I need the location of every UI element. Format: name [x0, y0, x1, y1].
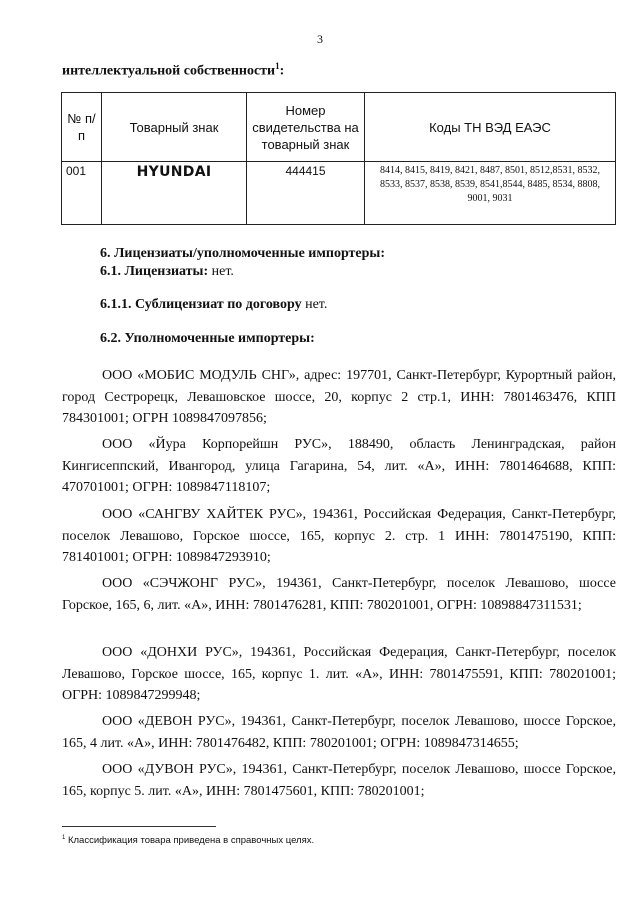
importer-paragraph: ООО «ДЕВОН РУС», 194361, Санкт-Петербург, поселок Левашово, шоссе Горское, 165, 4 лит. «А», ИНН: 7801476482, КПП: 780201001; ОГРН: 1089847314655; [62, 714, 616, 751]
section-heading-ip: интеллектуальной собственности$^1$: [62, 61, 285, 79]
header-trademark: Товарный знак [102, 93, 247, 162]
hyundai-logo: HYUNDAI [136, 164, 212, 180]
importer-paragraph: ООО «МОБИС МОДУЛЬ СНГ», адрес: 197701, Санкт-Петербург, Курортный район, город Сестрорецк, Левашовское шоссе, 20, корпус 2 стр.1, ИНН: 7801463476, КПП 784301001; ОГРН 1089847097856; [62, 368, 616, 426]
importer-paragraph: ООО «СЭЧЖОНГ РУС», 194361, Санкт-Петербург, поселок Левашово, шоссе Горское, 165, 6, лит. «А», ИНН: 7801476281, КПП: 780201001, ОГРН: 10898847311531; [62, 576, 616, 613]
cell-number: 001 [62, 162, 102, 225]
header-codes: Коды ТН ВЭД ЕАЭС [365, 93, 616, 162]
section-6-2-heading: 6.2. Уполномоченные импортеры: [100, 331, 315, 346]
heading-text: интеллектуальной собственности [62, 63, 276, 79]
cell-codes: 8414, 8415, 8419, 8421, 8487, 8501, 8512,8531, 8532, 8533, 8537, 8538, 8539, 8541,8544, 8485, 8534, 8808, 9001, 9031 [365, 162, 616, 225]
page-number: 3 [317, 32, 323, 46]
section-6-1-1-value: нет. [301, 297, 328, 312]
section-6-1-label: 6.1. Лицензиаты: [100, 264, 209, 279]
header-certificate: Номер свидетельства на товарный знак [247, 93, 365, 162]
footnote-mark: 1 [62, 835, 66, 841]
header-number: № п/п [62, 93, 102, 162]
cell-certificate: 444415 [247, 162, 365, 225]
importer-paragraph: ООО «ДОНХИ РУС», 194361, Российская Федерация, Санкт-Петербург, поселок Левашово, Горское шоссе, 165, корпус 1. лит. «А», ИНН: 7801475591, КПП: 780201001; ОГРН: 1089847299948; [62, 645, 616, 703]
importer-paragraph: ООО «ДУВОН РУС», 194361, Санкт-Петербург, поселок Левашово, шоссе Горское, 165, корпус 5. лит. «А», ИНН: 7801475601, КПП: 780201001; [62, 762, 616, 799]
section-6-1 [100, 264, 234, 280]
footnote-reference: 1 [275, 61, 280, 71]
footnote-separator [62, 826, 216, 827]
table-row [62, 162, 616, 225]
footnote-text: Классификация товара приведена в справочных целях. [65, 835, 315, 847]
section-6-1-1-label: 6.1.1. Сублицензиат по договору [100, 297, 302, 312]
importer-paragraph: ООО «САНГВУ ХАЙТЕК РУС», 194361, Российская Федерация, Санкт-Петербург, поселок Левашово, Горское шоссе, 165, корпус 2. стр. 1 ИНН: 7801475190, КПП: 781401001; ОГРН: 1089847293910; [62, 507, 616, 565]
section-6-1-1 [100, 297, 327, 313]
section-6-heading: 6. Лицензиаты/уполномоченные импортеры: [100, 246, 386, 261]
footnote [62, 835, 314, 846]
section-6-1-value: нет. [208, 264, 234, 279]
table-header-row [62, 93, 616, 162]
trademark-table [61, 92, 616, 225]
importer-paragraph: ООО «Йура Корпорейшн РУС», 188490, область Ленинградская, район Кингисеппский, Ивангород, улица Гагарина, 54, лит. «А», ИНН: 7801464688, КПП: 470701001; ОГРН: 1089847118107; [62, 437, 616, 495]
cell-trademark [102, 162, 247, 225]
